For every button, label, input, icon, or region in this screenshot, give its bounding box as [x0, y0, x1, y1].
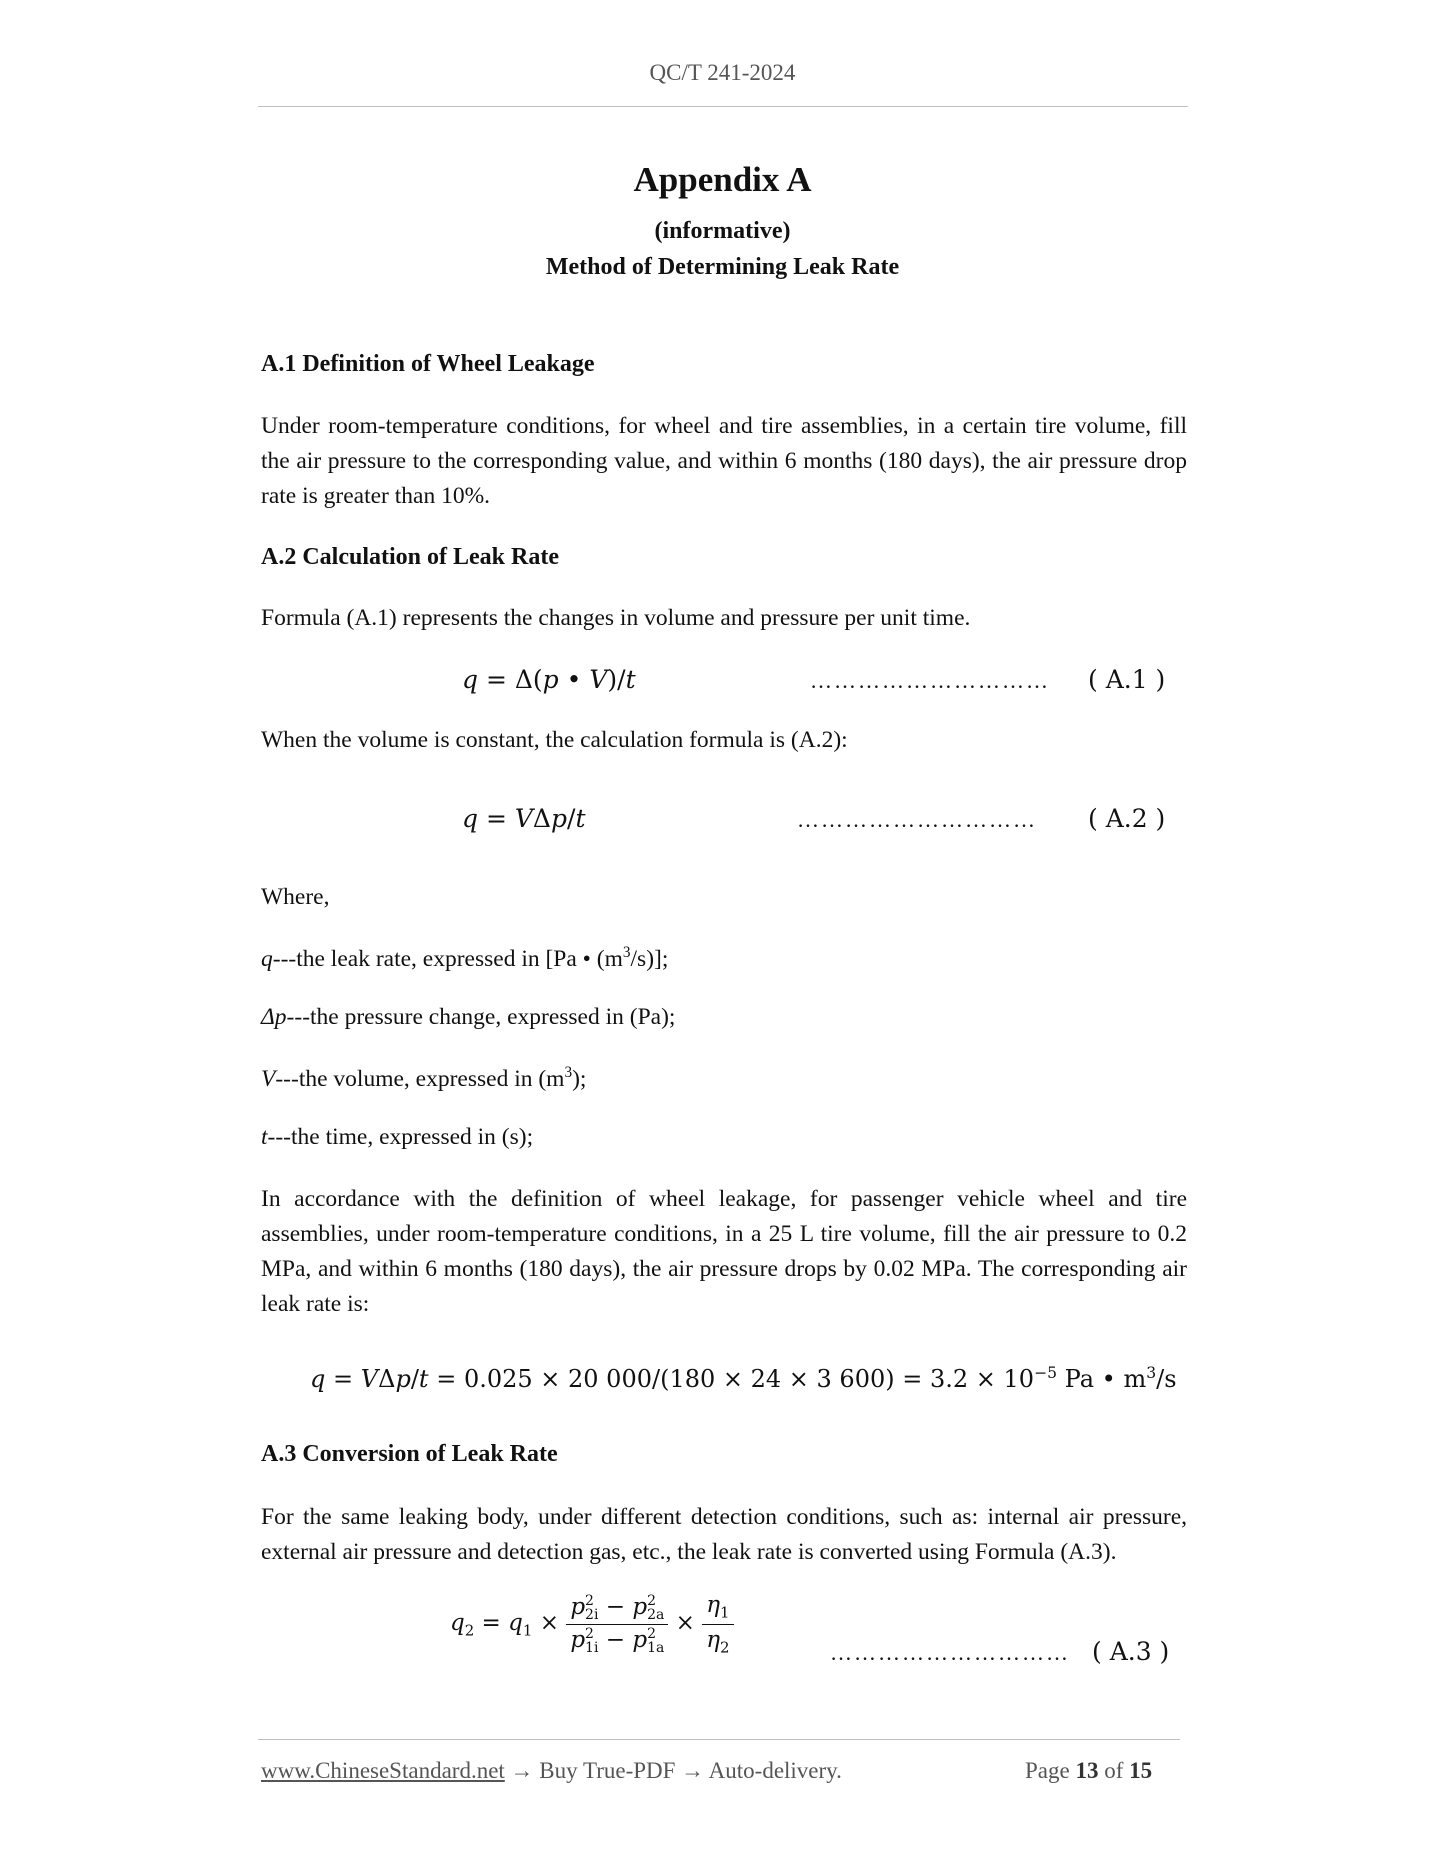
footer-buy-text: → Buy True-PDF → Auto-delivery.	[504, 1758, 842, 1783]
definition-v: V---the volume, expressed in $(m^3)$;	[261, 1064, 587, 1092]
footer-divider	[258, 1739, 1180, 1740]
formula-a3-number: ( A.3 )	[1092, 1637, 1170, 1666]
definition-q: q---the leak rate, expressed in [Pa • $(m^3/s)$];	[261, 944, 669, 972]
formula-a3-viscosity-fraction: $\frac{\eta_1}{\eta_2}$	[702, 1592, 733, 1656]
section-a2-example: In accordance with the definition of wheel leakage, for passenger vehicle wheel and tire assemblies, under room-temperature conditions, in a 25 L tire volume, fill the air pressure to 0.2 MPa, and within 6 months (180 days), the air pressure drops by 0.02 MPa. The corresponding air leak rate is:	[261, 1186, 1187, 1317]
appendix-type: (informative)	[654, 218, 791, 244]
definition-t: t---the time, expressed in (s);	[261, 1124, 534, 1150]
formula-a2: q = VΔp/t	[462, 804, 586, 833]
section-a1-text: Under room-temperature conditions, for wheel and tire assemblies, in a certain tire volume, fill the air pressure to the corresponding value, and within 6 months (180 days), the air pressure drop rate is greater than 10%.	[261, 413, 1187, 509]
formula-a2-leader: …………………………	[797, 807, 1037, 832]
section-a2-volume-constant: When the volume is constant, the calculation formula is (A.2):	[261, 727, 848, 753]
section-a2-intro: Formula (A.1) represents the changes in volume and pressure per unit time.	[261, 605, 971, 631]
section-a3-heading: A.3 Conversion of Leak Rate	[261, 1441, 558, 1467]
formula-a1: q = Δ(p • V)/t	[462, 665, 636, 694]
appendix-title: Appendix A	[633, 160, 812, 199]
section-a1-heading: A.1 Definition of Wheel Leakage	[261, 351, 595, 377]
example-formula: q = VΔp/t = 0.025 × 20 000/(180 × 24 × 3 $600) = 3.2 \times 10^{-5}$ Pa • $m^3/s$	[310, 1364, 1177, 1393]
formula-a2-number: ( A.2 )	[1088, 804, 1166, 833]
where-label: Where,	[261, 884, 330, 910]
header-standard-code: QC/T 241-2024	[649, 60, 796, 85]
formula-a1-leader: …………………………	[810, 668, 1050, 693]
formula-a1-number: ( A.1 )	[1088, 665, 1166, 694]
appendix-subtitle: Method of Determining Leak Rate	[545, 254, 900, 280]
website-link[interactable]: www.ChineseStandard.net	[261, 1758, 505, 1783]
definition-dp: Δp---the pressure change, expressed in (Pa);	[261, 1004, 676, 1030]
formula-a3-pressure-fraction: p 2 2i − p 2 2a p 2 1i − p 2 1a	[566, 1594, 668, 1655]
formula-a3: $q_2 = q_1$ × p 2 2i − p 2 2a p 2 1i − p 2 1a × $\frac{\eta_1}{\eta_2}$	[450, 1592, 734, 1656]
page-indicator: Page 13 of 15	[1025, 1758, 1153, 1783]
footer-left	[261, 1758, 842, 1784]
section-a2-heading: A.2 Calculation of Leak Rate	[261, 544, 559, 570]
formula-a3-leader: …………………………	[830, 1640, 1070, 1665]
section-a3-text: For the same leaking body, under different detection conditions, such as: internal air pressure, external air pressure and detection gas, etc., the leak rate is converted using Formula (A.3).	[261, 1504, 1187, 1565]
header-divider	[258, 106, 1188, 107]
